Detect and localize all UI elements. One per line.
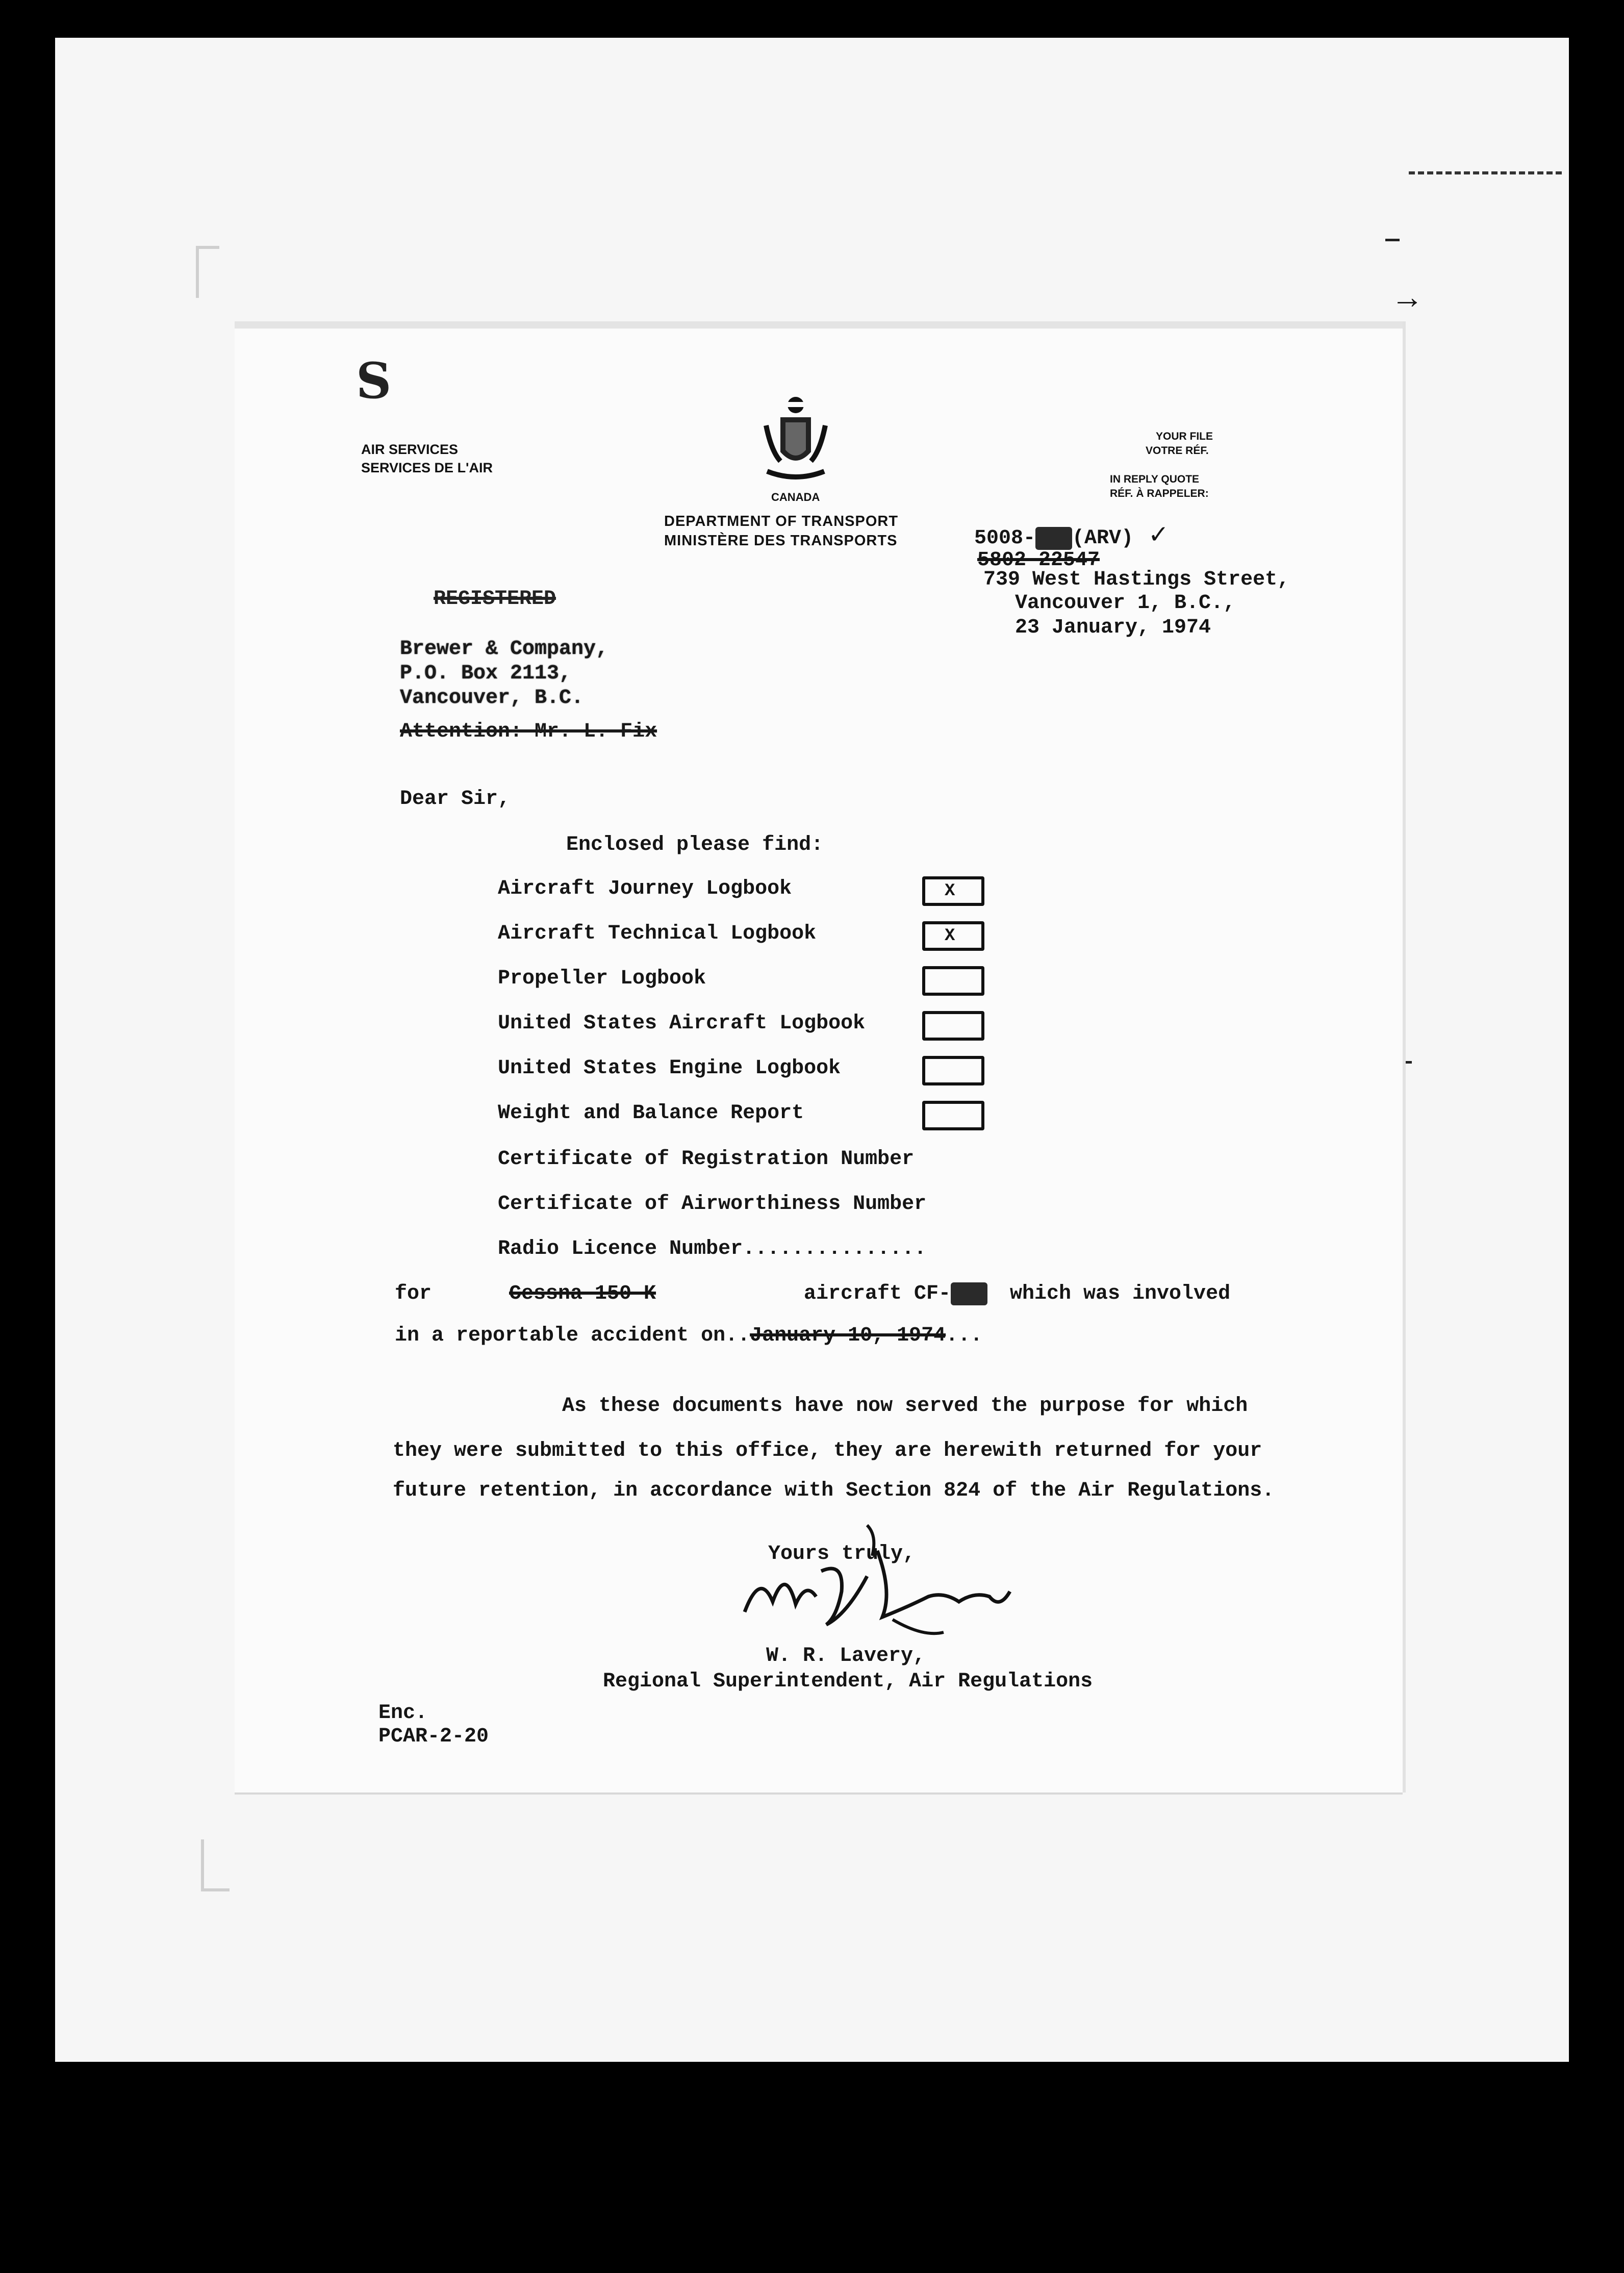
form-code: PCAR-2-20 — [378, 1725, 489, 1748]
reply-quote-en: IN REPLY QUOTE — [1110, 473, 1200, 485]
closing: Yours truly, — [768, 1543, 916, 1565]
radio-licence-number: Radio Licence Number............... — [498, 1237, 927, 1260]
checkbox-us-aircraft-logbook[interactable] — [922, 1011, 984, 1041]
checklist-item: Propeller Logbook — [498, 967, 706, 990]
involved-text: which was involved — [1010, 1282, 1231, 1305]
file-suffix: (ARV) — [1072, 527, 1134, 550]
coat-of-arms-emblem — [762, 395, 829, 488]
checklist-item: United States Aircraft Logbook — [498, 1012, 866, 1035]
scan-bracket-bottom — [201, 1839, 230, 1891]
mail-class: REGISTERED — [434, 588, 556, 611]
checklist-item: Aircraft Technical Logbook — [498, 922, 817, 945]
sender-street: 739 West Hastings Street, — [983, 568, 1290, 591]
aircraft-model: Cessna 150 K — [509, 1282, 656, 1305]
recipient-company: Brewer & Company, — [400, 638, 608, 661]
scan-bracket-top — [196, 246, 219, 298]
signer-title: Regional Superintendent, Air Regulations — [603, 1670, 1093, 1693]
checklist-item: Aircraft Journey Logbook — [498, 877, 792, 900]
checklist-item: Weight and Balance Report — [498, 1102, 804, 1125]
check-mark: ✓ — [1150, 519, 1167, 552]
department-fr: MINISTÈRE DES TRANSPORTS — [664, 533, 898, 549]
handwritten-signature — [724, 1515, 1030, 1648]
recipient-city: Vancouver, B.C. — [400, 687, 584, 710]
signer-name: W. R. Lavery, — [766, 1645, 926, 1668]
certificate-airworthiness: Certificate of Airworthiness Number — [498, 1193, 927, 1216]
margin-stamp: S — [356, 352, 392, 410]
body-line: As these documents have now served the purpose for which — [562, 1395, 1248, 1418]
file-number-2: 5802-22547 — [977, 549, 1100, 572]
your-file-en: YOUR FILE — [1156, 431, 1213, 442]
scan-dashed-edge — [1409, 171, 1562, 174]
department-en: DEPARTMENT OF TRANSPORT — [664, 513, 899, 529]
body-line: they were submitted to this office, they are herewith returned for your — [393, 1439, 1262, 1462]
letter-sheet — [235, 321, 1403, 1792]
your-file-fr: VOTRE RÉF. — [1146, 445, 1209, 457]
checkbox-us-engine-logbook[interactable] — [922, 1056, 984, 1085]
accident-line: in a reportable accident on..January 10, 1974... — [395, 1324, 983, 1347]
checkbox-weight-balance-report[interactable] — [922, 1101, 984, 1130]
checkbox-technical-logbook[interactable]: X — [922, 921, 984, 951]
redacted-block — [1035, 527, 1072, 550]
file-reference — [974, 517, 1167, 552]
letter-date: 23 January, 1974 — [1015, 616, 1211, 639]
checkbox-propeller-logbook[interactable] — [922, 966, 984, 996]
checklist-item: United States Engine Logbook — [498, 1057, 841, 1080]
scan-edge-tick — [1385, 239, 1400, 241]
margin-arrow: → — [1398, 282, 1417, 318]
file-prefix: 5008- — [974, 527, 1036, 550]
salutation: Dear Sir, — [400, 788, 511, 811]
aircraft-registration: aircraft CF- — [804, 1282, 987, 1305]
branch-fr: SERVICES DE L'AIR — [361, 460, 493, 475]
redacted-block — [951, 1282, 987, 1305]
checkbox-journey-logbook[interactable]: X — [922, 876, 984, 906]
country-label: CANADA — [771, 491, 820, 503]
enclosure-label: Enc. — [378, 1702, 428, 1725]
reply-quote-fr: RÉF. À RAPPELER: — [1110, 488, 1209, 499]
certificate-registration: Certificate of Registration Number — [498, 1148, 915, 1171]
enclosed-intro: Enclosed please find: — [566, 834, 824, 856]
accident-date: January 10, 1974 — [750, 1324, 946, 1347]
recipient-attention: Attention: Mr. L. Fix — [400, 720, 657, 743]
body-line: future retention, in accordance with Section 824 of the Air Regulations. — [393, 1479, 1275, 1502]
branch-en: AIR SERVICES — [361, 442, 459, 457]
recipient-box: P.O. Box 2113, — [400, 662, 572, 685]
for-label: for — [395, 1282, 432, 1305]
sender-city: Vancouver 1, B.C., — [1015, 592, 1236, 615]
